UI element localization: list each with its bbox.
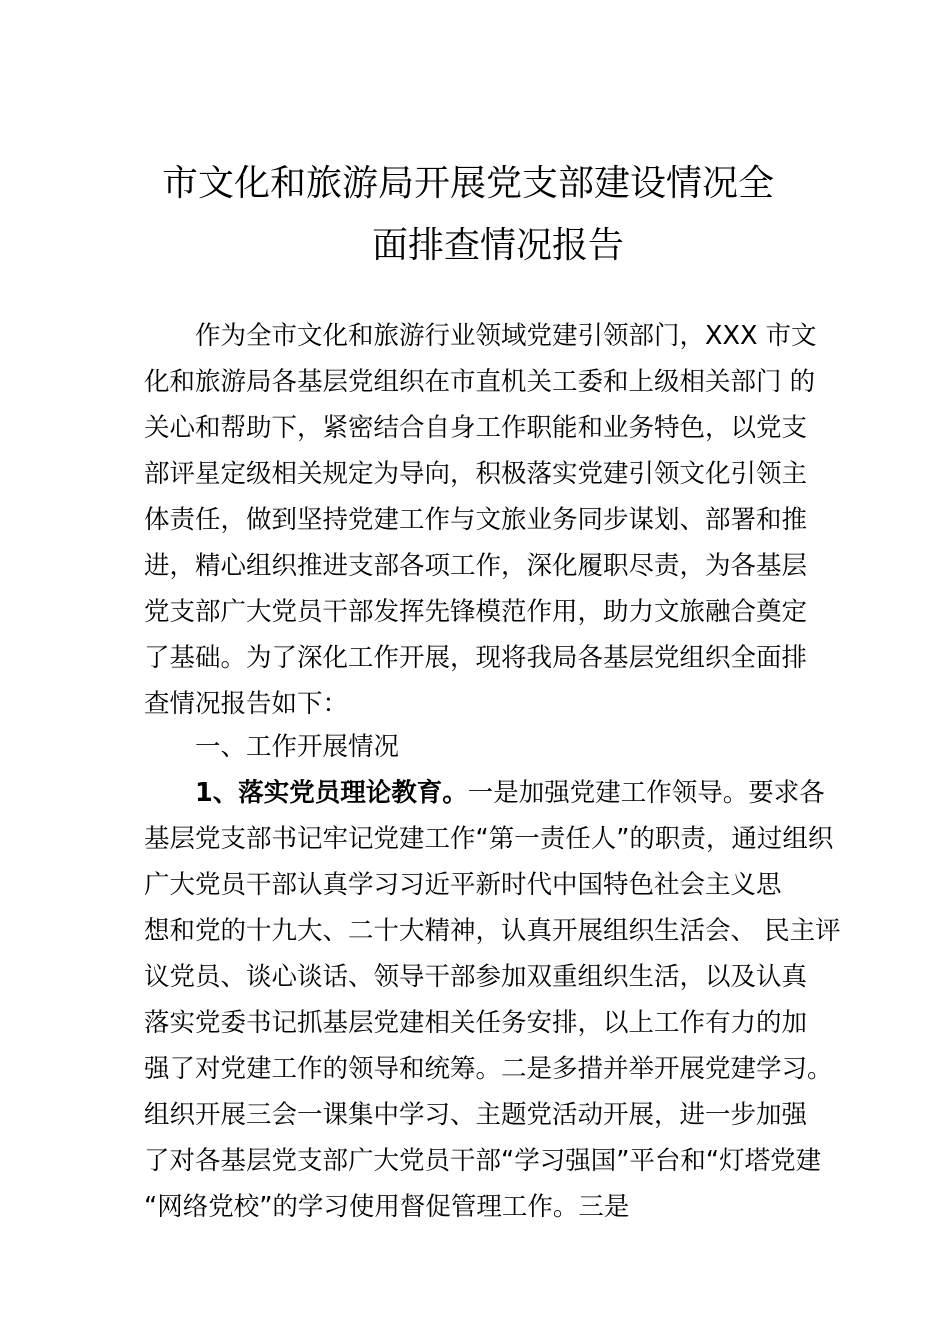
paragraph-line: 广大党员干部认真学习习近平新时代中国特色社会主义思 [144,870,782,900]
paragraph-line: 议党员、谈心谈话、领导干部参加双重组织生活，以及认真 [144,962,808,992]
paragraph-line: 组织开展三会一课集中学习、主题党活动开展，进一步加强 [144,1100,808,1130]
paragraph-line: 关心和帮助下，紧密结合自身工作职能和业务特色，以党支 [144,413,808,443]
document-title-line-1: 市文化和旅游局开展党支部建设情况全 [162,163,775,204]
paragraph-line: 作为全市文化和旅游行业领域党建引领部门，XXX 市文 [195,321,817,351]
paragraph-line: 了对各基层党支部广大党员干部“学习强国”平台和“灯塔党建 [144,1146,822,1176]
paragraph-line: 强了对党建工作的领导和统筹。二是多措并举开展党建学习。 [144,1054,833,1084]
item-1-first-line [195,771,825,816]
paragraph-line: 想和党的十九大、二十大精神，认真开展组织生活会、 民主评 [144,916,841,946]
paragraph-line: 党支部广大党员干部发挥先锋模范作用，助力文旅融合奠定 [144,597,808,627]
paragraph-line: 化和旅游局各基层党组织在市直机关工委和上级相关部门 的 [144,367,816,397]
paragraph-line: “网络党校”的学习使用督促管理工作。三是 [144,1192,630,1222]
paragraph-line: 查情况报告如下： [144,689,349,719]
document-title-line-2: 面排查情况报告 [372,225,625,266]
section-heading: 一、工作开展情况 [195,732,400,762]
paragraph-line: 了基础。为了深化工作开展，现将我局各基层党组织全面排 [144,643,808,673]
paragraph-line: 基层党支部书记牢记党建工作“第一责任人”的职责，通过组织 [144,824,834,854]
item-1-first-text: 一是加强党建工作领导。要求各 [467,778,825,808]
paragraph-line: 部评星定级相关规定为导向，积极落实党建引领文化引领主 [144,459,808,489]
paragraph-line: 进，精心组织推进支部各项工作，深化履职尽责，为各基层 [144,551,808,581]
item-1-heading: 1、落实党员理论教育。 [195,778,468,808]
paragraph-line: 落实党委书记抓基层党建相关任务安排，以上工作有力的加 [144,1008,808,1038]
paragraph-line: 体责任，做到坚持党建工作与文旅业务同步谋划、部署和推 [144,505,808,535]
